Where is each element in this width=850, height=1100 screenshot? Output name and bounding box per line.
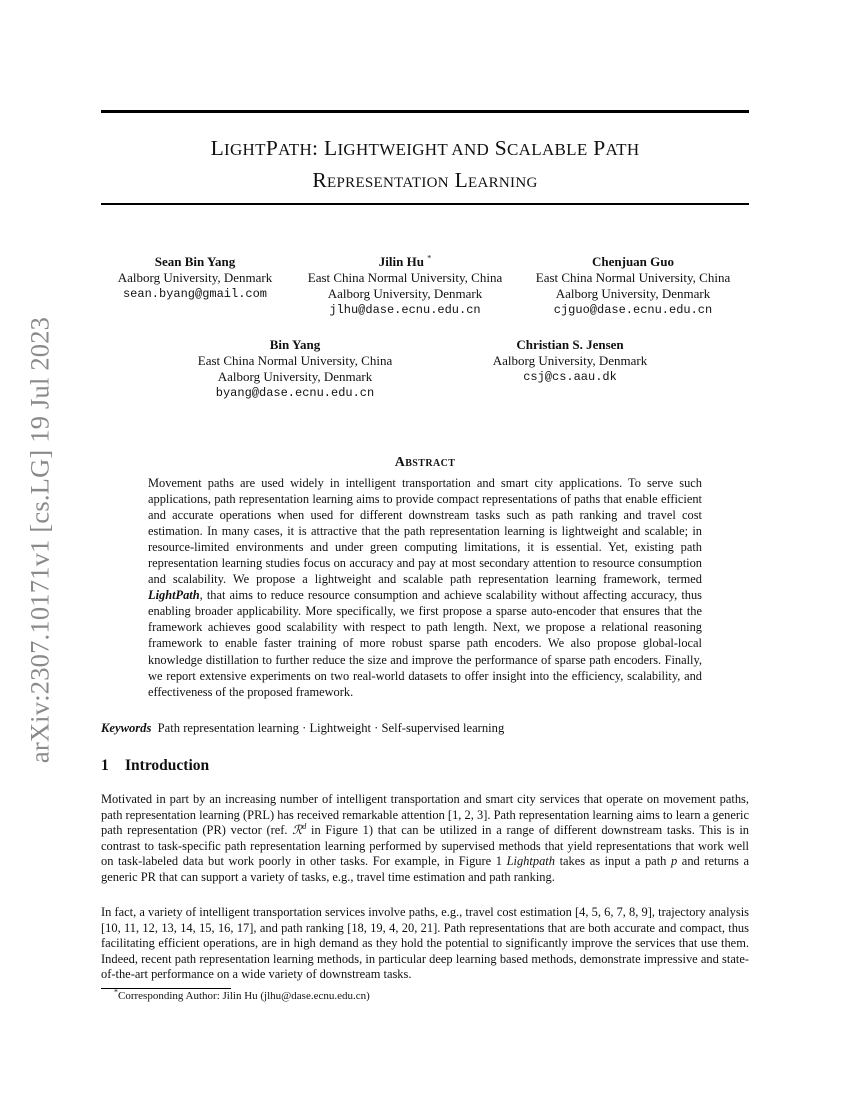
section-title: Introduction [125,757,210,774]
author-affiliation: Aalborg University, Denmark [492,353,648,368]
method-name: Lightpath [506,854,555,869]
title-line-2: Representation Learning [312,168,538,192]
keywords-text: Path representation learning · Lightweight · Self-supervised learning [157,721,505,735]
author-block [522,254,744,318]
footnote [114,987,370,1002]
author-name: Christian S. Jensen [516,337,624,352]
author-name-row [295,254,515,270]
author-email: byang@dase.ecnu.edu.cn [215,386,375,400]
author-name: Sean Bin Yang [154,254,236,269]
paper-title [101,133,749,195]
math-variable: p [670,854,678,869]
author-name: Bin Yang [269,337,321,352]
author-affiliation: East China Normal University, China [307,270,503,285]
abstract-heading: Abstract [394,455,456,470]
corresponding-mark: * [427,253,432,263]
title-line-1: LIGHTPATH: LIGHTWEIGHT AND SCALABLE PATH [210,136,640,160]
title-bottom-rule [101,203,749,205]
section-heading [101,757,209,775]
author-affiliation: Aalborg University, Denmark [117,270,273,285]
author-email: csj@cs.aau.dk [523,370,617,384]
author-affiliation: Aalborg University, Denmark [555,286,711,301]
arxiv-side-label: arXiv:2307.10171v1 [cs.LG] 19 Jul 2023 [24,316,55,764]
footnote-text: Corresponding Author: Jilin Hu (jlhu@dase.ecnu.edu.cn) [118,990,370,1002]
math-symbol: ℛ [292,823,303,838]
author-email: jlhu@dase.ecnu.edu.cn [329,303,481,317]
author-email: cjguo@dase.ecnu.edu.cn [553,303,713,317]
author-name: Chenjuan Guo [592,254,674,269]
abstract-text: Movement paths are used widely in intelligent transportation and smart city applications. To serve such applications, path representation learning aims to provide compact representations of paths that enable efficient and accurate operations when used for different downstream tasks such as path ranking and travel cost estimation. In many cases, it is attractive that the path representation learning is lightweight and scalable; in resource-limited environments and under green computing limitations, it is essential. Yet, existing path representation learning studies focus on accuracy and pay at most secondary attention to resource consumption and scalability. We propose a lightweight and scalable path representation learning framework, termed LightPath, that aims to reduce resource consumption and achieve scalability without affecting accuracy, thus enabling broader applicability. More specifically, we first propose a sparse auto-encoder that ensures that the framework achieves good scalability with respect to path length. Next, we propose a relational reasoning framework to enable faster training of more robust sparse path encoders. We also propose global-local knowledge distillation to further reduce the size and improve the performance of sparse path encoders. Finally, we report extensive experiments on two real-world datasets to offer insight into the efficiency, scalability, and effectiveness of the proposed framework. [148,476,702,699]
author-email: sean.byang@gmail.com [122,287,268,301]
footnote-rule [101,988,231,989]
title-top-rule [101,110,749,113]
author-block [295,254,515,318]
author-block [100,254,290,302]
framework-name: LightPath [148,588,200,603]
author-name: Jilin Hu [378,254,424,269]
author-block [185,337,405,401]
author-affiliation: East China Normal University, China [197,353,393,368]
author-affiliation: Aalborg University, Denmark [327,286,483,301]
author-affiliation: East China Normal University, China [535,270,731,285]
author-affiliation: Aalborg University, Denmark [217,369,373,384]
keywords [101,721,504,736]
keywords-label: Keywords [101,721,152,735]
footnote-mark: * [114,987,118,997]
section-number: 1 [101,757,109,774]
intro-paragraph-1: Motivated in part by an increasing number of intelligent transportation and smart city services that operate on movement paths, path representation learning (PRL) has received remarkable attention [1, 2, 3]. Path representation learning aims to learn a generic path representation (PR) vector (ref. ℛ$^d$ in Figure 1) that can be utilized in a range of different downstream tasks. This is in contrast to task-specific path representation learning performed by supervised methods that yield representations that work well on task-labeled data but work poorly in other tasks. For example, in Figure 1 Lightpath takes as input a path p and returns a generic PR that can support a variety of tasks, e.g., travel time estimation and path ranking. [101,792,750,884]
intro-paragraph-2: In fact, a variety of intelligent transportation services involve paths, e.g., travel cost estimation [4, 5, 6, 7, 8, 9], trajectory analysis [10, 11, 12, 13, 14, 15, 16, 17], and path ranking [18, 19, 4, 20, 21]. Path representations that are both accurate and compact, thus facilitating efficient operations, are in high demand as they hold the potential to significantly improve the services that use them. Indeed, recent path representation learning methods, in particular deep learning based methods, demonstrate impressive and state-of-the-art performance on a wide variety of downstream tasks. [101,905,749,982]
author-block [470,337,670,385]
